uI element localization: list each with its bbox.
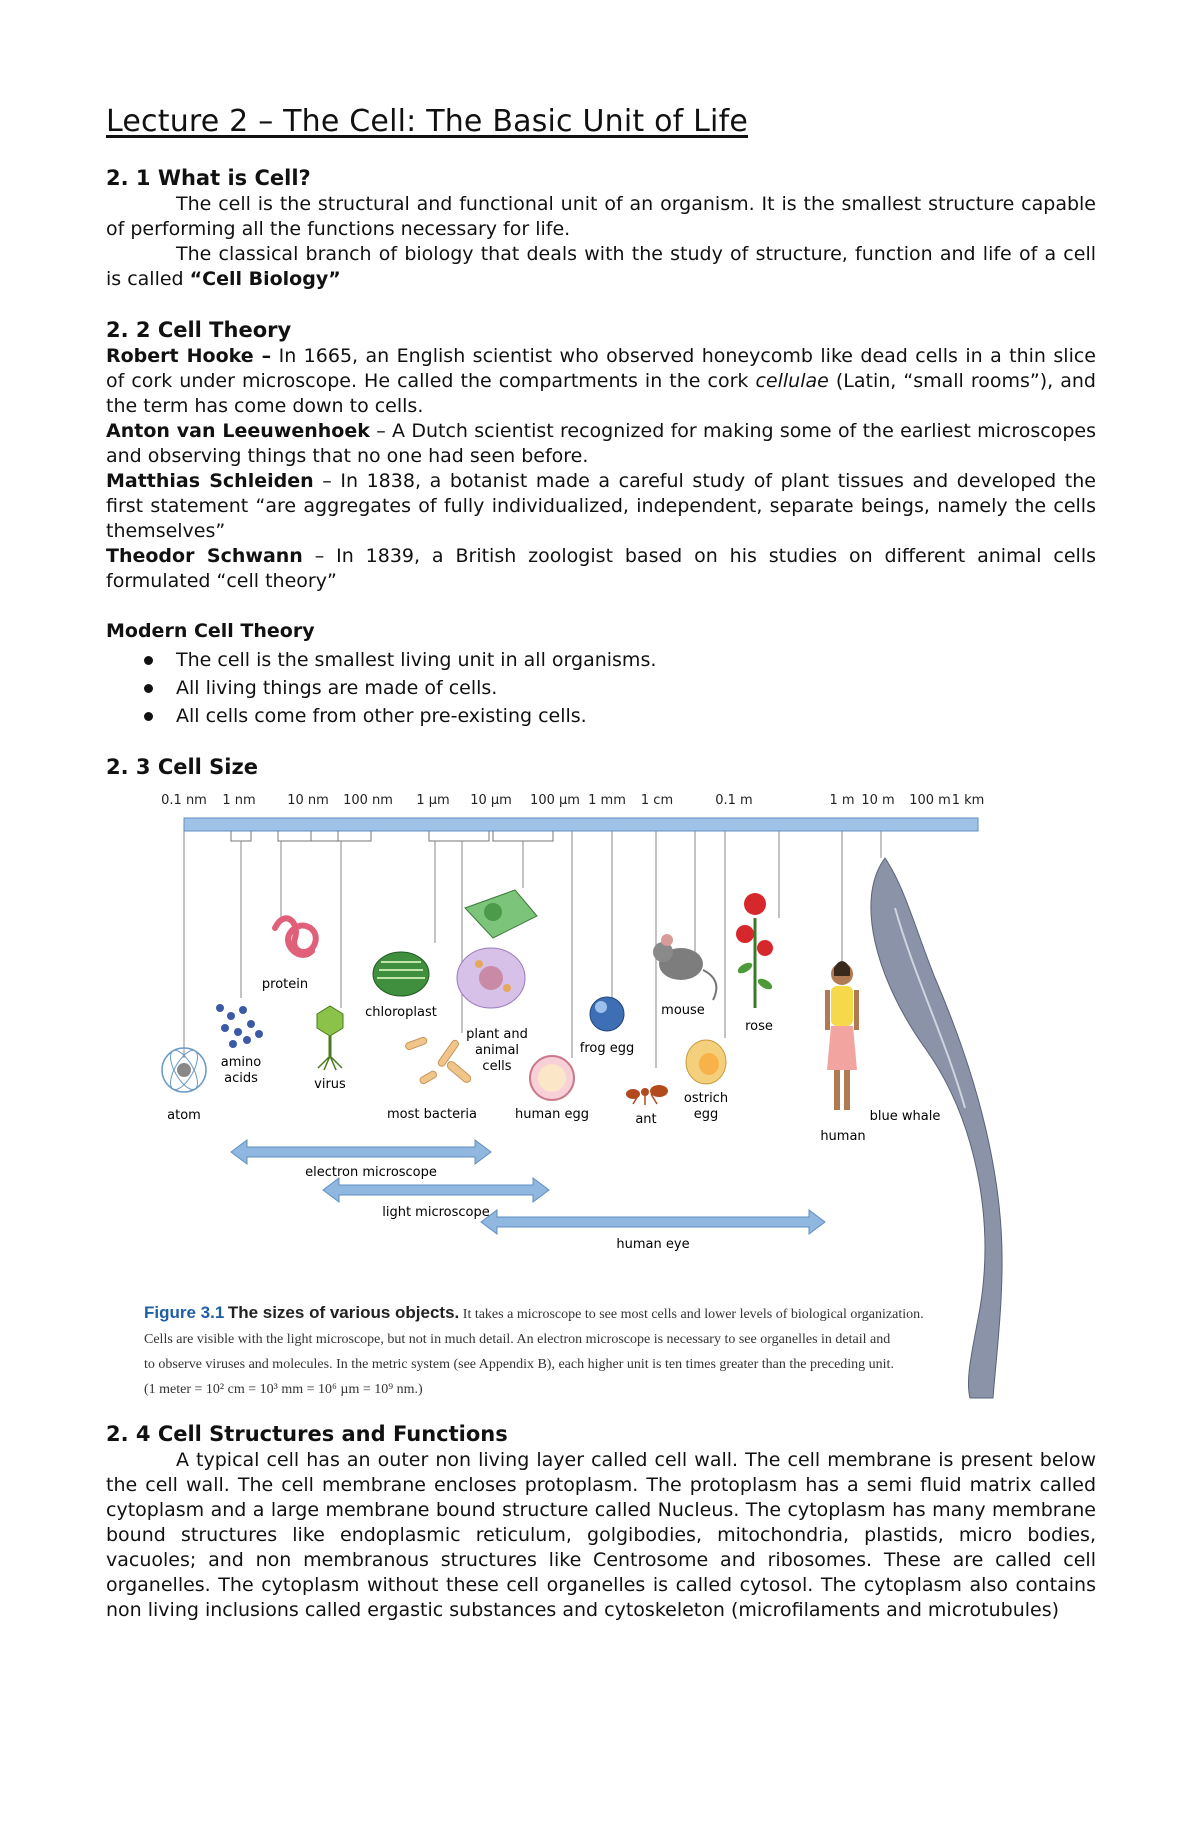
list-item: The cell is the smallest living unit in all organisms. — [106, 646, 656, 674]
caption-text-1: It takes a microscope to see most cells and lower levels of biological organization. — [462, 1307, 924, 1322]
scale-label: 1 µm — [416, 793, 450, 808]
protein-label: protein — [261, 977, 309, 992]
chloroplast-label: chloroplast — [365, 1005, 437, 1020]
section-2-1-heading: 2. 1 What is Cell? — [106, 166, 311, 190]
acids-label: acids — [224, 1071, 258, 1086]
frog-egg-icon — [590, 997, 624, 1031]
amino-label: amino — [220, 1055, 262, 1070]
human-label: human — [820, 1129, 866, 1144]
s21-p2-text: The classical branch of biology that deals with the study of structure, function and life of a cell is called — [106, 243, 1096, 290]
human-egg-icon — [530, 1056, 574, 1100]
schwann-text: – In 1839, a British zoologist based on his studies on different animal cells formulated “cell theory” — [106, 545, 1097, 592]
plant-cells-label-2: animal — [474, 1043, 520, 1058]
hooke-text-b: (Latin, “small rooms”), and the term has come down to cells. — [106, 370, 1096, 417]
leeuwenhoek-text: – A Dutch scientist recognized for making some of the earliest microscopes and observing things that no one had seen before. — [106, 420, 1096, 467]
s24-paragraph: A typical cell has an outer non living layer called cell wall. The cell membrane is present below the cell wall. The cell membrane encloses protoplasm. The protoplasm has a semi fluid matrix called cytoplasm and a large membrane bound structure called Nucleus. The cytoplasm has many membrane bound structures like endoplasmic reticulum, golgibodies, mitochondria, plastids, micro bodies, vacuoles; and non membranous structures like Centrosome and ribosomes. These are called cell organelles. The cytoplasm without these cell organelles is called cytosol. The cytoplasm also contains non living inclusions called ergastic substances and cytoskeleton (microfilaments and microtubules) — [106, 1449, 1096, 1621]
s21-paragraph-2 — [106, 242, 1096, 292]
section-2-4-heading: 2. 4 Cell Structures and Functions — [106, 1422, 508, 1446]
scale-label: 0.1 nm — [161, 793, 207, 808]
plant-cells-label-3: cells — [482, 1059, 512, 1074]
virus-icon — [317, 1006, 343, 1070]
schleiden-paragraph — [106, 469, 1096, 544]
hooke-paragraph — [106, 344, 1096, 419]
scale-label: 10 m — [861, 793, 895, 808]
leeuwenhoek-name: Anton van Leeuwenhoek — [106, 420, 370, 442]
human-egg-label: human egg — [515, 1107, 589, 1122]
ostrich-label-1: ostrich — [683, 1091, 729, 1106]
figure-caption — [144, 1300, 944, 1402]
figure-number: Figure 3.1 — [144, 1303, 225, 1322]
bacteria-label: most bacteria — [386, 1107, 478, 1122]
chloroplast-icon — [373, 952, 429, 996]
list-item: All cells come from other pre-existing cells. — [106, 702, 656, 730]
scale-bar — [184, 818, 978, 831]
ostrich-egg-icon — [686, 1040, 726, 1084]
list-item: All living things are made of cells. — [106, 674, 656, 702]
section-2-2-heading: 2. 2 Cell Theory — [106, 318, 292, 342]
page-title: Lecture 2 – The Cell: The Basic Unit of Life — [106, 104, 749, 139]
scale-label: 1 cm — [640, 793, 674, 808]
leeuwenhoek-paragraph — [106, 419, 1096, 469]
scale-label: 1 km — [951, 793, 985, 808]
schleiden-text: – In 1838, a botanist made a careful study of plant tissues and developed the first statement “are aggregates of fully individualized, independent, separate beings, namely the cells themselves” — [106, 470, 1096, 542]
modern-theory-list — [106, 646, 656, 730]
schwann-name: Theodor Schwann — [106, 545, 303, 567]
hooke-name: Robert Hooke – — [106, 345, 272, 367]
virus-label: virus — [314, 1077, 346, 1092]
human-icon — [825, 961, 859, 1110]
ant-label: ant — [635, 1112, 657, 1127]
scale-label: 1 nm — [222, 793, 256, 808]
electron-microscope-label: electron microscope — [305, 1165, 437, 1180]
amino-acids-icon — [216, 1004, 263, 1048]
mouse-label: mouse — [661, 1003, 705, 1018]
caption-text-4: (1 meter = 10² cm = 10³ mm = 10⁶ µm = 10⁹ nm.) — [144, 1382, 423, 1397]
plant-cells-label-1: plant and — [466, 1027, 528, 1042]
mouse-icon — [653, 934, 716, 1000]
scale-label: 100 m — [909, 793, 951, 808]
scale-label: 1 m — [829, 793, 855, 808]
bacteria-icon — [405, 1036, 473, 1085]
scale-label: 10 nm — [287, 793, 329, 808]
plant-animal-cells-icon — [457, 890, 537, 1008]
scale-label: 0.1 m — [715, 793, 753, 808]
schwann-paragraph — [106, 544, 1096, 594]
caption-text-2: Cells are visible with the light microscope, but not in much detail. An electron microscope is necessary to see organelles in detail and — [144, 1332, 891, 1347]
schleiden-name: Matthias Schleiden — [106, 470, 314, 492]
caption-text-3: to observe viruses and molecules. In the metric system (see Appendix B), each higher unit is ten times greater than the preceding unit. — [144, 1357, 894, 1372]
scale-label: 10 µm — [470, 793, 512, 808]
scale-label: 100 nm — [343, 793, 393, 808]
modern-cell-theory-heading: Modern Cell Theory — [106, 620, 315, 642]
human-eye-label: human eye — [616, 1237, 690, 1252]
figure-title: The sizes of various objects. — [227, 1303, 460, 1322]
cellulae-term: cellulae — [755, 370, 829, 392]
frog-egg-label: frog egg — [579, 1041, 635, 1056]
cell-biology-term: “Cell Biology” — [189, 268, 341, 290]
electron-microscope-arrow — [231, 1140, 491, 1164]
ostrich-label-2: egg — [693, 1107, 719, 1122]
whale-label: blue whale — [869, 1109, 941, 1124]
light-microscope-arrow — [323, 1178, 549, 1202]
atom-label: atom — [167, 1108, 201, 1123]
human-eye-arrow — [481, 1210, 825, 1234]
section-2-3-heading: 2. 3 Cell Size — [106, 755, 258, 779]
caption-line-1 — [144, 1300, 944, 1327]
rose-icon — [736, 893, 774, 1008]
light-microscope-label: light microscope — [382, 1205, 490, 1220]
hooke-text-a: In 1665, an English scientist who observed honeycomb like dead cells in a thin slice of cork under microscope. He called the compartments in the cork — [106, 345, 1096, 392]
scale-label: 100 µm — [530, 793, 580, 808]
scale-label: 1 mm — [588, 793, 626, 808]
protein-icon — [275, 918, 316, 955]
ant-icon — [626, 1085, 668, 1105]
rose-label: rose — [745, 1019, 773, 1034]
s21-paragraph-1: The cell is the structural and functional unit of an organism. It is the smallest structure capable of performing all the functions necessary for life. — [106, 193, 1096, 240]
